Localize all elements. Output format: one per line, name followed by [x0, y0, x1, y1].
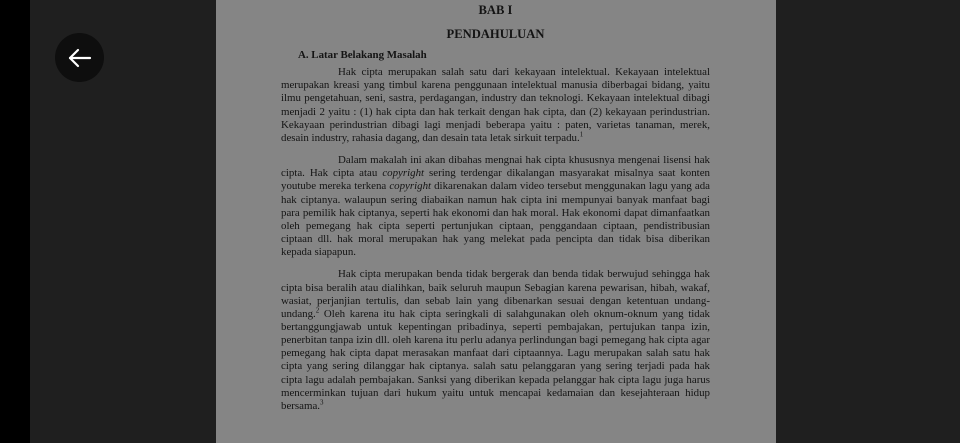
- body-paragraph: [281, 154, 710, 259]
- paragraph-list: [281, 66, 710, 413]
- page-content: [281, 3, 710, 422]
- paragraph-text: Dalam makalah ini akan dibahas mengnai hak cipta khususnya mengenai lisensi hak cipta. Hak cipta atau: [281, 154, 710, 180]
- body-paragraph: [281, 268, 710, 413]
- body-paragraph: [281, 66, 710, 145]
- footnote-marker: 3: [320, 398, 324, 407]
- paragraph-text: sering terdengar dikalangan masyarakat misalnya saat konten youtube mereka terkena: [281, 167, 710, 193]
- italic-term: copyright: [389, 180, 432, 193]
- arrow-left-icon: [67, 45, 93, 71]
- chapter-title: PENDAHULUAN: [446, 27, 545, 41]
- section-heading: A. Latar Belakang Masalah: [298, 49, 427, 61]
- italic-term: copyright: [382, 167, 425, 180]
- document-page[interactable]: [216, 0, 776, 443]
- paragraph-text: Hak cipta merupakan salah satu dari kekayaan intelektual. Kekayaan intelektual merupakan kreasi yang timbul karena penggunaan intelektual manusia diberbagai bidang, yaitu ilmu pengetahuan, seni, sastra, perdagangan, industry dan teknologi. Kekayaan intelektual dibagi menjadi 2 yaitu : (1) hak cipta dan hak terkait dengan hak cipta, dan (2) kekayaan perindustrian. Kekayaan perindustrian dibagi lagi menjadi beberapa yaitu : paten, varietas tanaman, merek, desain industry, rahasia dagang, dan desain tata letak sirkuit terpadu.: [281, 66, 710, 144]
- footnote-marker: 2: [315, 306, 320, 315]
- chapter-number: BAB I: [478, 3, 513, 17]
- paragraph-text: Oleh karena itu hak cipta seringkali di salahgunakan oleh oknum-oknum yang tidak bertanggungjawab untuk kepentingan pribadinya, seperti pembajakan, pertujukan tanpa izin, penerbitan tanpa izin dll. oleh karena itu perlu adanya perlindungan bagi pemegang hak cipta agar pemegang hak cipta dapat merasakan manfaat dari ciptaannya. Lagu merupakan salah satu hak cipta yang sering dilanggar hak ciptanya. salah satu pelanggaran yang sering terjadi pada hak cipta lagu adalah pembajakan. Sanksi yang diberikan kepada pelanggar hak cipta lagu juga harus mencerminkan tujuan dari hukum yaitu untuk mencapai kedamaian dan kesejahteraan hidup bersama.: [281, 307, 710, 412]
- paragraph-text: Hak cipta merupakan benda tidak bergerak dan benda tidak berwujud sehingga hak cipta bisa beralih atau dialihkan, baik seluruh maupun Sebagian karena pewarisan, hibah, wakaf, wasiat, perjanjian tertulis, dan sebab lain yang dibenarkan sesuai dengan ketentuan undang-undang.: [281, 268, 710, 320]
- paragraph-text: dikarenakan dalam video tersebut menggunakan lagu yang ada hak ciptanya. walaupun sering diabaikan namun hak cipta ini mempunyai banyak manfaat bagi para pemilik hak ciptanya, seperti hak ekonomi dan hak moral. Hak ekonomi dapat dimanfaatkan oleh pemegang hak cipta seperti pertunjukan ciptaan, penggandaan ciptaan, pendistribusian ciptaan dll. hak moral merupakan hak yang melekat pada pencipta dan tidak bisa diberikan kepada siapapun.: [281, 180, 711, 259]
- back-button[interactable]: [55, 33, 104, 82]
- footnote-marker: 1: [579, 130, 584, 139]
